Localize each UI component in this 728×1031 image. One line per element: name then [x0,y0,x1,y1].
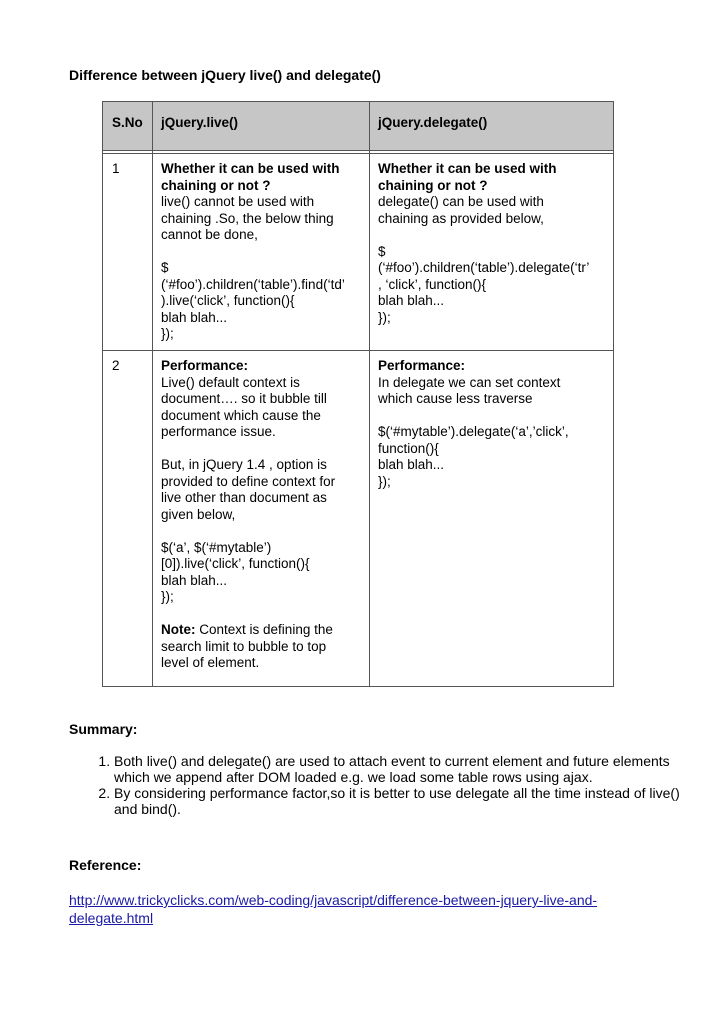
cell-line: chaining or not ? [378,177,488,193]
table-row [103,351,614,687]
cell-line: }); [378,309,391,325]
cell-line: }); [161,589,174,604]
cell-line: $(‘a’, $(‘#mytable’) [161,539,272,555]
cell-line [161,244,361,261]
cell-line: Live() default context is [161,374,300,390]
cell-line [161,523,361,540]
list-item: 2. By considering performance factor,so it is better to use delegate all the time instead of live() and bind(). [114,785,694,817]
cell-line: Whether it can be used with [378,161,557,176]
delegate-cell [370,154,614,351]
cell-line: provided to define context for [161,473,336,489]
cell-line: delegate() can be used with [378,194,544,209]
cell-line: $ [161,260,169,275]
cell-line: $ [378,243,386,259]
cell-line: document which cause the [161,407,321,423]
cell-line: chaining .So, the below thing [161,210,334,226]
cell-line: (‘#foo’).children(‘table’).find(‘td’ [161,276,345,292]
cell-line: blah blah... [161,572,228,588]
comparison-table [102,101,614,687]
cell-line: Performance: [378,358,466,373]
summary-heading: Summary: [69,721,138,737]
header-delegate: jQuery.delegate() [370,102,614,151]
cell-line: $(‘#mytable’).delegate(‘a’,’click’, [378,424,569,439]
cell-line [161,622,361,639]
cell-line: ).live(‘click’, function(){ [161,293,295,308]
list-item: 1. Both live() and delegate() are used to attach event to current element and future elements which we append after DOM loaded e.g. we load some table rows using ajax. [114,753,694,785]
reference-heading: Reference: [69,857,142,873]
cell-line: performance issue. [161,424,276,439]
delegate-cell [370,351,614,687]
row-number: 2 [103,351,153,687]
reference-link-line1: http://www.trickyclicks.com/web-coding/javascript/difference-between-jquery-live-and- [69,892,598,908]
cell-line: which cause less traverse [378,391,533,406]
header-sno: S.No [103,102,153,151]
cell-line: level of element. [161,655,260,670]
cell-line: (‘#foo’).children(‘table’).delegate(‘tr’ [378,260,590,275]
cell-line: chaining or not ? [161,177,271,193]
header-live: jQuery.live() [153,102,370,151]
cell-line: In delegate we can set context [378,374,561,390]
table-row [103,154,614,351]
reference-link-line2: delegate.html [69,910,154,926]
cell-line: chaining as provided below, [378,210,544,226]
row-number: 1 [103,154,153,351]
cell-line: cannot be done, [161,227,258,242]
document-title: Difference between jQuery live() and delegate() [69,67,381,83]
cell-line [378,227,605,244]
cell-text: Context is defining the [199,622,333,637]
live-cell [153,154,370,351]
note-label: Note: [161,622,196,637]
cell-line: [0]).live(‘click’, function(){ [161,556,310,571]
cell-line: Whether it can be used with [161,161,340,176]
cell-line: blah blah... [378,457,445,472]
summary-list [87,753,694,817]
live-cell [153,351,370,687]
cell-line [378,408,605,425]
cell-line: document…. so it bubble till [161,391,327,406]
cell-line [161,606,361,623]
cell-line: blah blah... [161,309,228,325]
cell-line: given below, [161,506,236,522]
cell-line: Performance: [161,358,249,373]
table-header-row [103,102,614,151]
cell-line: }); [378,473,391,489]
cell-line: blah blah... [378,293,445,308]
cell-line: search limit to bubble to top [161,638,327,654]
cell-line: live other than document as [161,490,327,505]
reference-link[interactable] [69,891,659,927]
cell-line: live() cannot be used with [161,194,315,209]
cell-line: function(){ [378,440,439,456]
cell-line: , ‘click’, function(){ [378,276,487,292]
cell-line: }); [161,326,174,341]
cell-line [161,441,361,458]
cell-line: But, in jQuery 1.4 , option is [161,457,327,472]
